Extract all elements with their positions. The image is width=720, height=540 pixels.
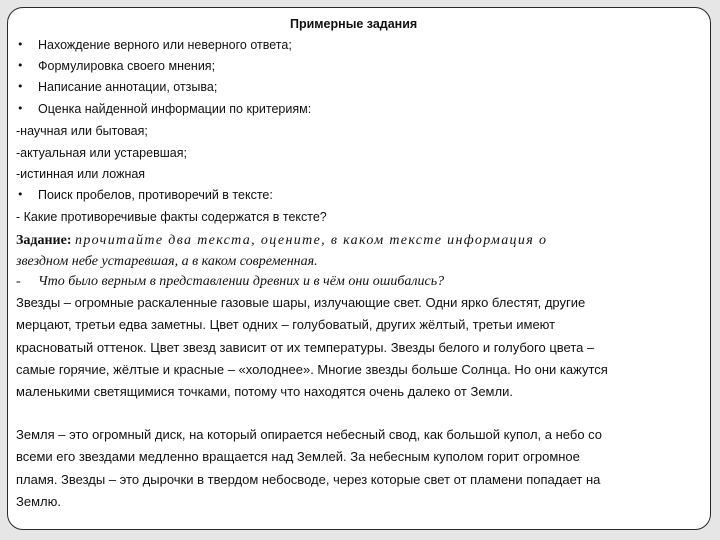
criteria-item: -научная или бытовая; bbox=[16, 124, 148, 138]
text-line: самые горячие, жёлтые и красные – «холоднее». Многие звезды больше Солнца. Но они кажутся bbox=[16, 361, 608, 377]
text-line: пламя. Звезды – это дырочки в твердом небосводе, через которые свет от пламени попадает на bbox=[16, 471, 601, 487]
task-dash: - bbox=[16, 274, 21, 289]
text-ancient bbox=[16, 424, 698, 513]
text-line: мерцают, третьи едва заметны. Цвет одних – голубоватый, других жёлтый, третьи имеют bbox=[16, 317, 556, 333]
bullet-icon: • bbox=[17, 59, 24, 72]
text-line: всеми его звездами медленно вращается над Землей. За небесным куполом горит огромное bbox=[16, 449, 580, 465]
bullet-item: Написание аннотации, отзыва; bbox=[38, 80, 218, 94]
bullet-item: Нахождение верного или неверного ответа; bbox=[38, 38, 292, 52]
task-text: прочитайте два текста, оцените, в каком тексте информация о bbox=[74, 233, 548, 248]
slide bbox=[7, 7, 711, 530]
text-line: Земля – это огромный диск, на который опирается небесный свод, как большой купол, а небо со bbox=[16, 427, 603, 442]
text-modern bbox=[16, 292, 698, 403]
criteria-item: -актуальная или устаревшая; bbox=[16, 146, 187, 160]
text-line: красноватый оттенок. Цвет звезд зависит от их температуры. Звезды белого и голубого цвета – bbox=[16, 339, 595, 355]
bullet-icon: • bbox=[17, 38, 24, 51]
task-question: Что было верным в представлении древних и в чём они ошибались? bbox=[38, 274, 445, 289]
bullet-icon: • bbox=[17, 80, 24, 93]
task-line-2 bbox=[16, 252, 318, 272]
bullet-item: Формулировка своего мнения; bbox=[38, 59, 216, 73]
page-title: Примерные задания bbox=[290, 17, 418, 31]
task-question-line bbox=[16, 272, 444, 292]
task-text-2: звездном небе устаревшая, а в каком современная. bbox=[16, 254, 318, 269]
bullet-icon: • bbox=[17, 188, 24, 201]
contradictions-question: - Какие противоречивые факты содержатся в тексте? bbox=[16, 210, 327, 224]
text-line: Звезды – огромные раскаленные газовые шары, излучающие свет. Одни ярко блестят, другие bbox=[16, 295, 586, 310]
text-line: Землю. bbox=[16, 493, 61, 509]
task-line bbox=[16, 231, 547, 251]
bullet-item: Оценка найденной информации по критериям: bbox=[38, 102, 312, 116]
bullet-icon: • bbox=[17, 102, 24, 115]
text-line: маленькими светящимися точками, потому что находятся очень далеко от Земли. bbox=[16, 384, 513, 400]
criteria-item: -истинная или ложная bbox=[16, 167, 146, 181]
task-label: Задание: bbox=[16, 233, 72, 248]
bullet-item: Поиск пробелов, противоречий в тексте: bbox=[38, 188, 273, 202]
